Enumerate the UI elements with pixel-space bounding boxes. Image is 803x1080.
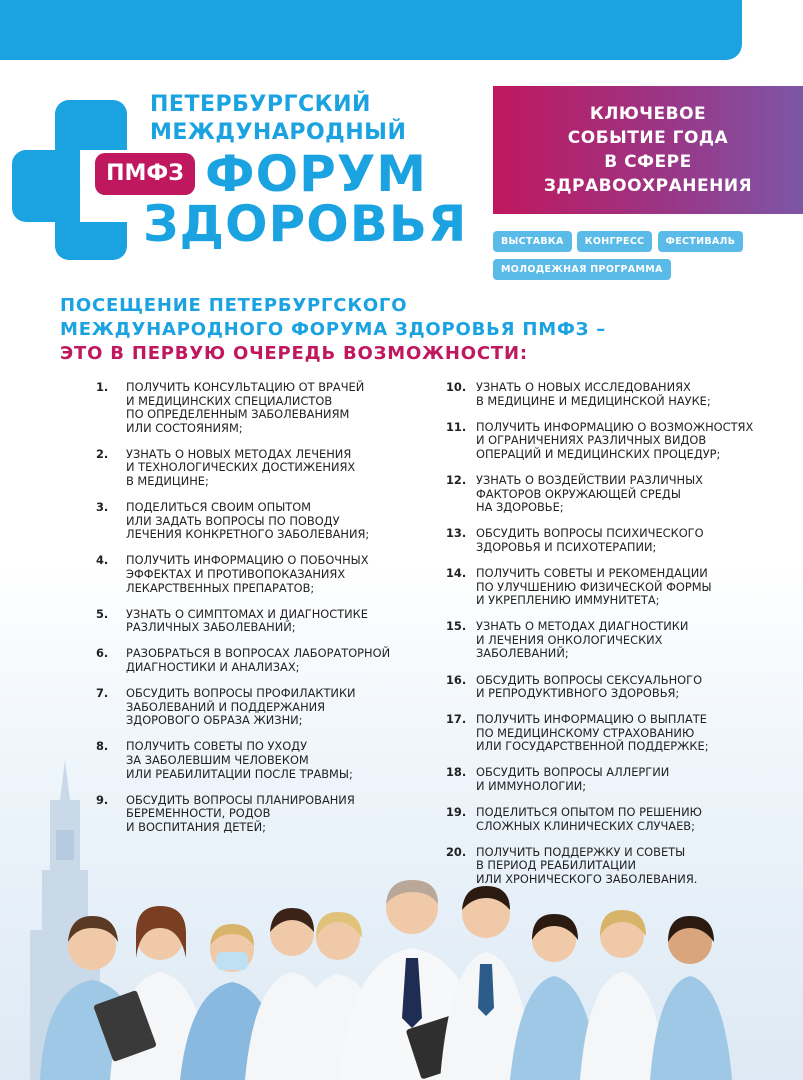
heading-line-2: МЕЖДУНАРОДНОГО ФОРУМА ЗДОРОВЬЯ ПМФЗ – [60, 319, 607, 340]
list-item [96, 608, 426, 635]
item-number: 13. [446, 526, 467, 541]
item-text: ПОЛУЧИТЬ ИНФОРМАЦИЮ О ПОБОЧНЫХ ЭФФЕКТАХ И ПРОТИВОПОКАЗАНИЯХ ЛЕКАРСТВЕННЫХ ПРЕПАРАТОВ; [126, 553, 369, 595]
item-text: ОБСУДИТЬ ВОПРОСЫ ПСИХИЧЕСКОГО ЗДОРОВЬЯ И ПСИХОТЕРАПИИ; [476, 526, 704, 554]
list-item [96, 794, 426, 835]
heading-line-1: ПОСЕЩЕНИЕ ПЕТЕРБУРГСКОГО [60, 295, 408, 316]
item-text: УЗНАТЬ О НОВЫХ ИССЛЕДОВАНИЯХ В МЕДИЦИНЕ И МЕДИЦИНСКОЙ НАУКЕ; [476, 380, 711, 408]
item-text: УЗНАТЬ О НОВЫХ МЕТОДАХ ЛЕЧЕНИЯ И ТЕХНОЛОГИЧЕСКИХ ДОСТИЖЕНИЯХ В МЕДИЦИНЕ; [126, 446, 356, 489]
item-number: 17. [446, 712, 467, 727]
item-text: ПОЛУЧИТЬ ПОДДЕРЖКУ И СОВЕТЫ В ПЕРИОД РЕАБИЛИТАЦИИ ИЛИ ХРОНИЧЕСКОГО ЗАБОЛЕВАНИЯ. [476, 844, 698, 887]
item-text: ОБСУДИТЬ ВОПРОСЫ АЛЛЕРГИИ И ИММУНОЛОГИИ; [476, 765, 670, 794]
item-number: 2. [96, 446, 109, 461]
item-text: ПОДЕЛИТЬСЯ СВОИМ ОПЫТОМ ИЛИ ЗАДАТЬ ВОПРОСЫ ПО ПОВОДУ ЛЕЧЕНИЯ КОНКРЕТНОГО ЗАБОЛЕВАНИЯ; [126, 500, 370, 542]
list-item [96, 647, 426, 674]
item-text: ПОЛУЧИТЬ СОВЕТЫ ПО УХОДУ ЗА ЗАБОЛЕВШИМ ЧЕЛОВЕКОМ ИЛИ РЕАБИЛИТАЦИИ ПОСЛЕ ТРАВМЫ; [126, 739, 353, 781]
list-item [446, 620, 791, 661]
tag-congress: КОНГРЕСС [577, 231, 653, 252]
list-item [446, 474, 791, 515]
key-event-line-3: В СФЕРЕ [604, 152, 692, 172]
list-item [446, 806, 791, 833]
medical-staff-illustration [40, 868, 780, 1080]
opportunities-list-right [446, 381, 791, 899]
item-text: ОБСУДИТЬ ВОПРОСЫ СЕКСУАЛЬНОГО И РЕПРОДУКТИВНОГО ЗДОРОВЬЯ; [476, 672, 703, 701]
item-text: ПОЛУЧИТЬ СОВЕТЫ И РЕКОМЕНДАЦИИ ПО УЛУЧШЕНИЮ ФИЗИЧЕСКОЙ ФОРМЫ И УКРЕПЛЕНИЮ ИММУНИТЕТА; [476, 565, 712, 608]
item-text: УЗНАТЬ О СИМПТОМАХ И ДИАГНОСТИКЕ РАЗЛИЧНЫХ ЗАБОЛЕВАНИЙ; [126, 606, 368, 635]
item-text: РАЗОБРАТЬСЯ В ВОПРОСАХ ЛАБОРАТОРНОЙ ДИАГНОСТИКИ И АНАЛИЗАХ; [126, 646, 391, 674]
heading-line-3: ЭТО В ПЕРВУЮ ОЧЕРЕДЬ ВОЗМОЖНОСТИ: [60, 343, 528, 364]
tag-exhibition: ВЫСТАВКА [493, 231, 572, 252]
list-item [96, 448, 426, 489]
item-number: 9. [96, 792, 109, 807]
list-item [96, 687, 426, 728]
item-number: 15. [446, 619, 467, 634]
key-event-line-1: КЛЮЧЕВОЕ [589, 104, 707, 124]
item-number: 14. [446, 565, 467, 580]
top-banner-bar [0, 0, 742, 60]
item-text: ПОЛУЧИТЬ ИНФОРМАЦИЮ О ВЫПЛАТЕ ПО МЕДИЦИНСКОМУ СТРАХОВАНИЮ ИЛИ ГОСУДАРСТВЕННОЙ ПОДДЕРЖКЕ; [476, 712, 709, 754]
logo-line-2: МЕЖДУНАРОДНЫЙ [150, 120, 407, 145]
item-number: 19. [446, 805, 467, 820]
list-item [96, 554, 426, 595]
item-number: 4. [96, 553, 109, 568]
item-text: ПОДЕЛИТЬСЯ ОПЫТОМ ПО РЕШЕНИЮ СЛОЖНЫХ КЛИНИЧЕСКИХ СЛУЧАЕВ; [476, 805, 702, 833]
list-item [446, 381, 791, 408]
item-number: 3. [96, 500, 109, 515]
pmfz-badge: ПМФЗ [95, 153, 195, 195]
logo-word-forum: ФОРУМ [205, 145, 428, 203]
item-number: 10. [446, 380, 467, 394]
list-item [446, 567, 791, 608]
item-text: УЗНАТЬ О МЕТОДАХ ДИАГНОСТИКИ И ЛЕЧЕНИЯ ОНКОЛОГИЧЕСКИХ ЗАБОЛЕВАНИЙ; [476, 619, 689, 661]
key-event-box [493, 86, 803, 214]
tag-festival: ФЕСТИВАЛЬ [658, 231, 744, 252]
item-number: 8. [96, 739, 109, 754]
item-text: ОБСУДИТЬ ВОПРОСЫ ПЛАНИРОВАНИЯ БЕРЕМЕННОСТИ, РОДОВ И ВОСПИТАНИЯ ДЕТЕЙ; [126, 792, 355, 834]
section-heading [60, 294, 780, 366]
tag-youth-program: МОЛОДЕЖНАЯ ПРОГРАММА [493, 259, 671, 280]
item-number: 12. [446, 472, 467, 487]
item-text: ОБСУДИТЬ ВОПРОСЫ ПРОФИЛАКТИКИ ЗАБОЛЕВАНИЙ И ПОДДЕРЖАНИЯ ЗДОРОВОГО ОБРАЗА ЖИЗНИ; [126, 686, 356, 728]
logo-word-health: ЗДОРОВЬЯ [143, 195, 468, 253]
event-tags [493, 229, 793, 285]
list-item [446, 713, 791, 754]
list-item [446, 674, 791, 701]
item-number: 5. [96, 606, 109, 621]
logo-line-1: ПЕТЕРБУРГСКИЙ [150, 92, 371, 117]
list-item [446, 421, 791, 462]
list-item [446, 527, 791, 554]
item-number: 18. [446, 765, 467, 780]
item-text: ПОЛУЧИТЬ ИНФОРМАЦИЮ О ВОЗМОЖНОСТЯХ И ОГРАНИЧЕНИЯХ РАЗЛИЧНЫХ ВИДОВ ОПЕРАЦИЙ И МЕДИЦИНСКИХ ПРОЦЕДУР; [476, 419, 754, 461]
item-text: УЗНАТЬ О ВОЗДЕЙСТВИИ РАЗЛИЧНЫХ ФАКТОРОВ ОКРУЖАЮЩЕЙ СРЕДЫ НА ЗДОРОВЬЕ; [476, 472, 703, 515]
item-number: 7. [96, 686, 109, 701]
item-number: 1. [96, 380, 109, 394]
key-event-line-4: ЗДРАВООХРАНЕНИЯ [543, 176, 753, 196]
list-item [446, 766, 791, 793]
item-number: 6. [96, 646, 109, 661]
item-number: 20. [446, 844, 467, 859]
key-event-line-2: СОБЫТИЕ ГОДА [567, 128, 729, 148]
item-number: 11. [446, 419, 467, 434]
item-number: 16. [446, 672, 467, 687]
list-item [96, 501, 426, 542]
opportunities-list-left [96, 381, 426, 847]
list-item [96, 381, 426, 435]
item-text: ПОЛУЧИТЬ КОНСУЛЬТАЦИЮ ОТ ВРАЧЕЙ И МЕДИЦИНСКИХ СПЕЦИАЛИСТОВ ПО ОПРЕДЕЛЕННЫМ ЗАБОЛЕВАНИЯМ ИЛИ СОСТОЯНИЯМ; [126, 380, 365, 435]
key-event-text [493, 102, 803, 198]
list-item [96, 740, 426, 781]
